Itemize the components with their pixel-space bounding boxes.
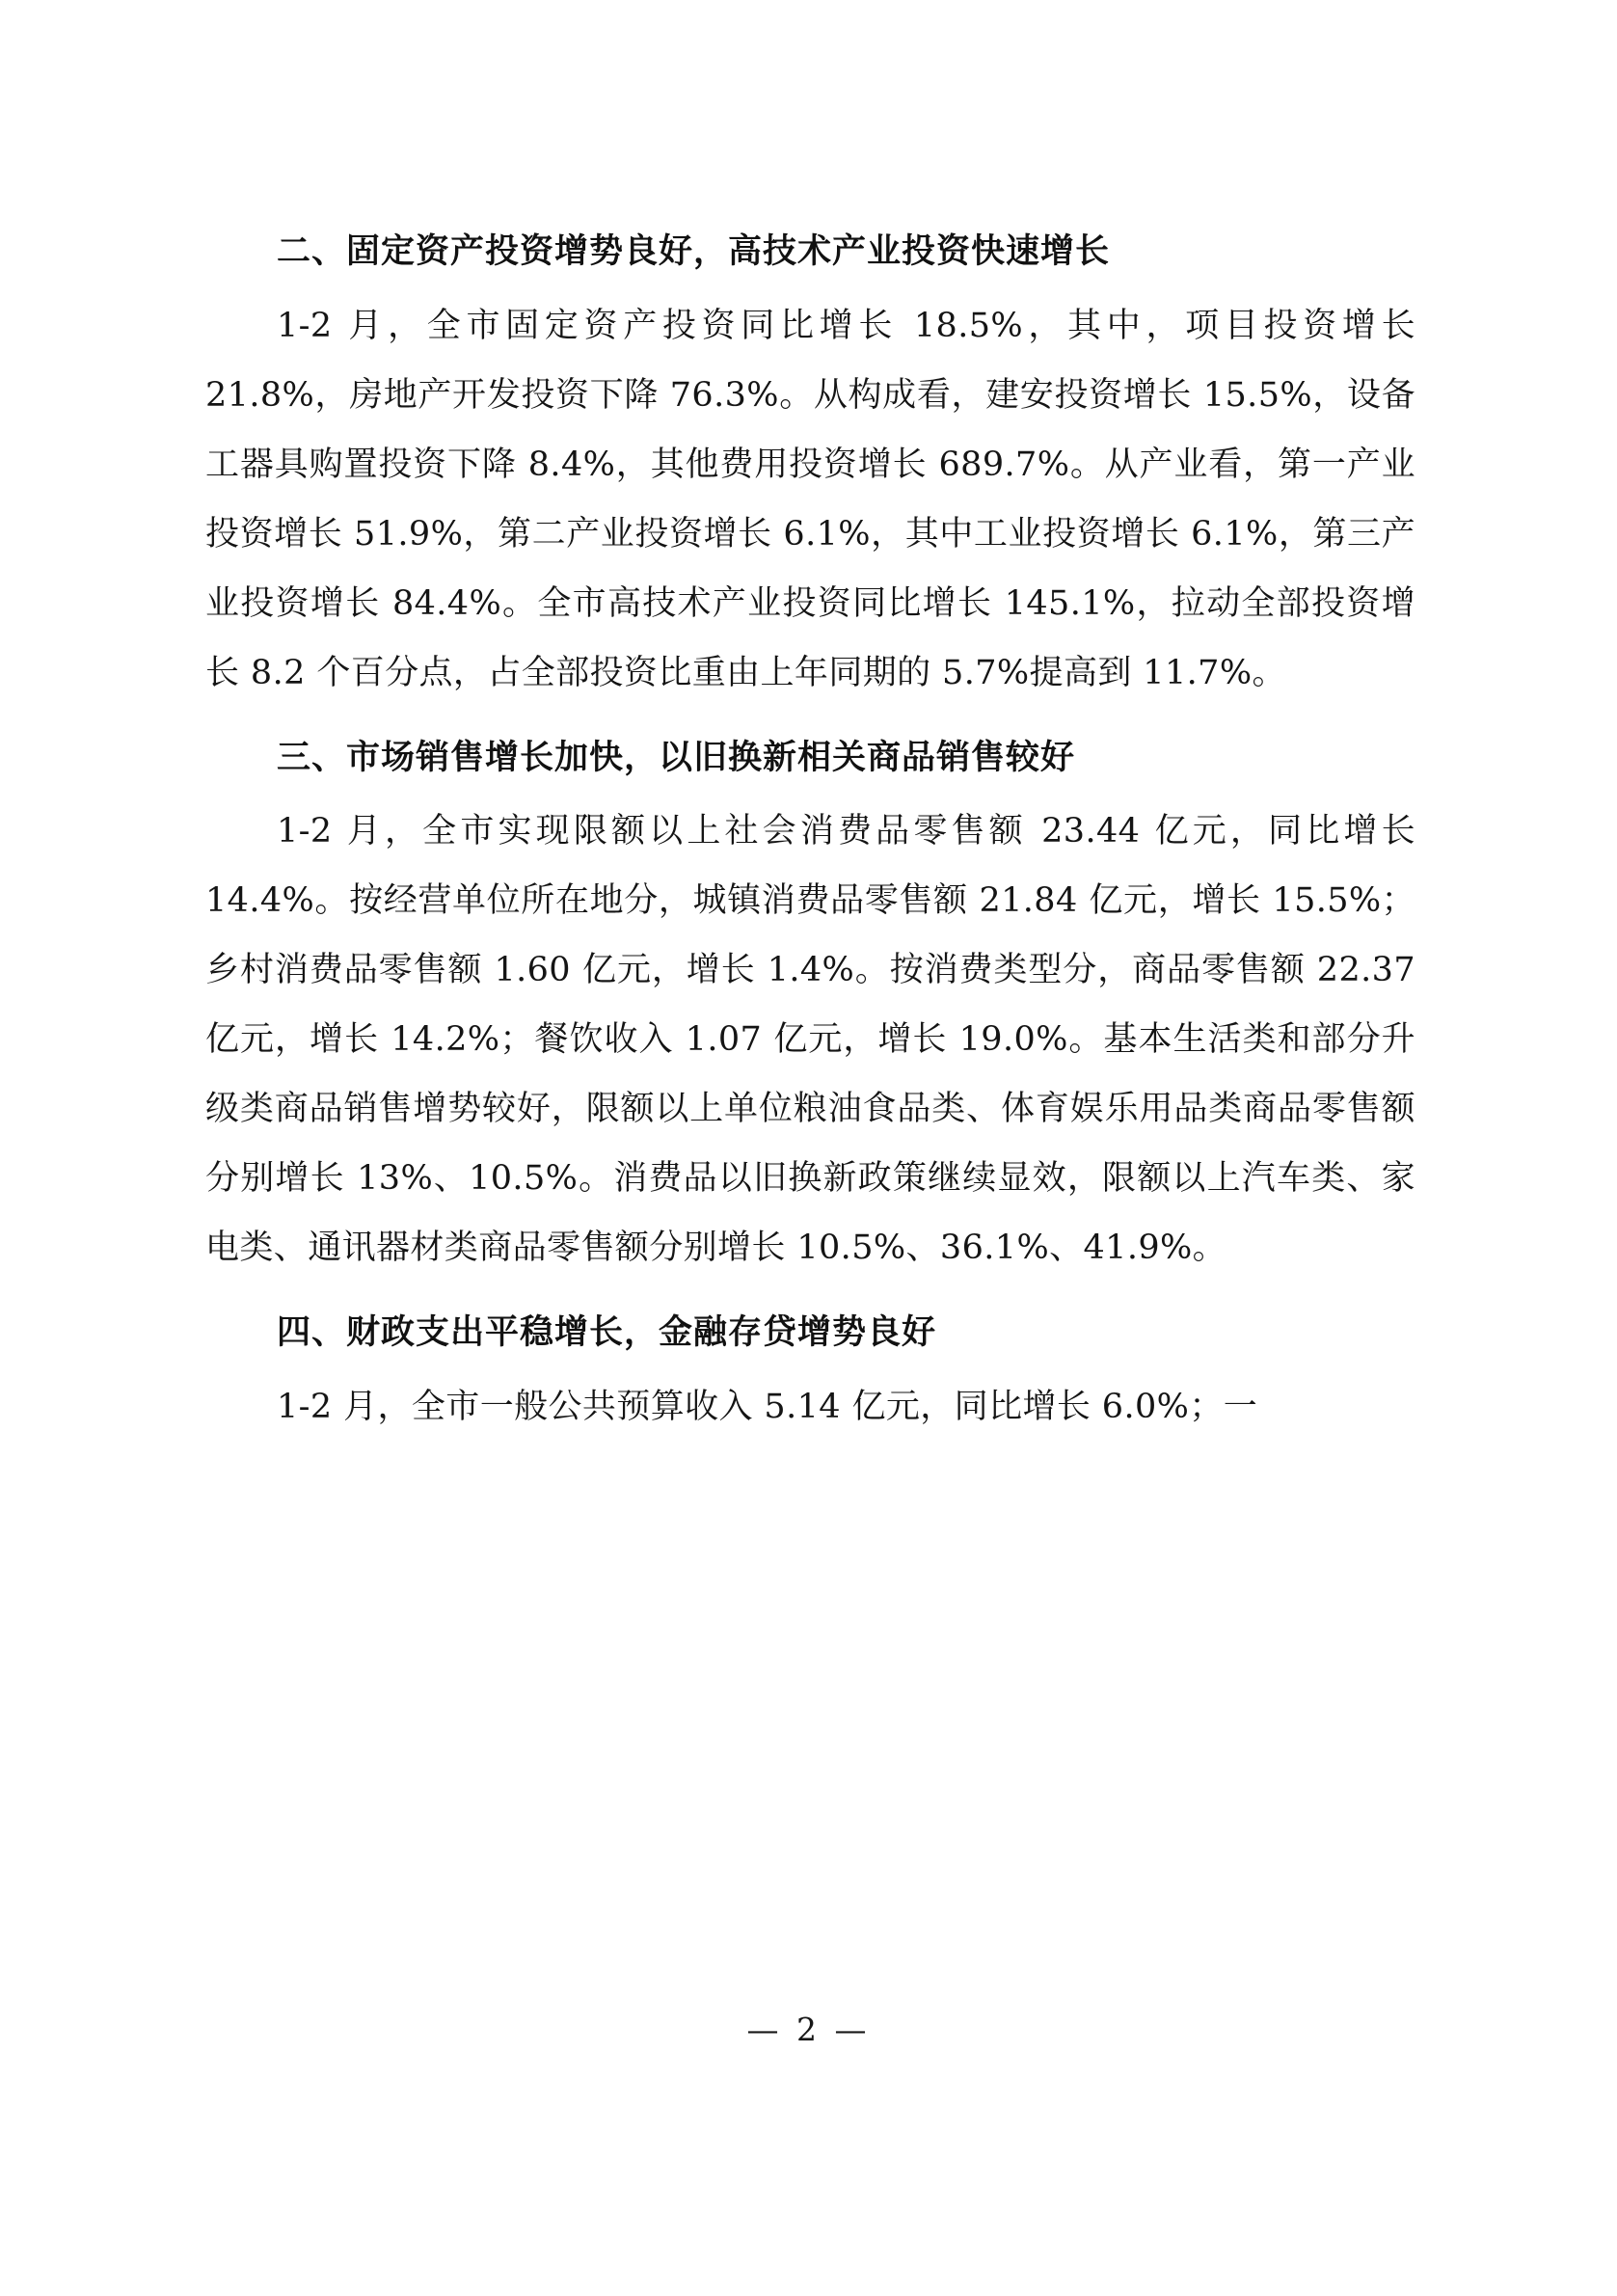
section-two-paragraph: 1-2 月，全市固定资产投资同比增长 18.5%，其中，项目投资增长 21.8%，房地产开发投资下降 76.3%。从构成看，建安投资增长 15.5%，设备工器具购置投资下降 8.4%，其他费用投资增长 689.7%。从产业看，第一产业投资增长 51.9%，第二产业投资增长 6.1%，其中工业投资增长 6.1%，第三产业投资增长 84.4%。全市高技术产业投资同比增长 145.1%，拉动全部投资增长 8.2 个百分点，占全部投资比重由上年同期的 5.7%提高到 11.7%。 [205,306,1415,692]
section-four-heading: 四、财政支出平稳增长，金融存贷增势良好 [277,1313,937,1352]
section-three [205,733,1415,1283]
section-three-paragraph: 1-2 月，全市实现限额以上社会消费品零售额 23.44 亿元，同比增长 14.4%。按经营单位所在地分，城镇消费品零售额 21.84 亿元，增长 15.5%；乡村消费品零售额 1.60 亿元，增长 1.4%。按消费类型分，商品零售额 22.37 亿元，增长 14.2%；餐饮收入 1.07 亿元，增长 19.0%。基本生活类和部分升级类商品销售增势较好，限额以上单位粮油食品类、体育娱乐用品类商品零售额分别增长 13%、10.5%。消费品以旧换新政策继续显效，限额以上汽车类、家电类、通讯器材类商品零售额分别增长 10.5%、36.1%、41.9%。 [205,812,1415,1267]
section-two [205,227,1415,708]
section-three-heading: 三、市场销售增长加快，以旧换新相关商品销售较好 [277,738,1076,777]
section-four-paragraph: 1-2 月，全市一般公共预算收入 5.14 亿元，同比增长 6.0%；一 [277,1387,1258,1426]
section-four [205,1308,1415,1442]
section-two-heading: 二、固定资产投资增势良好，高技术产业投资快速增长 [277,232,1111,271]
page-number: — 2 — [746,2011,871,2048]
document-body [205,227,1415,1451]
